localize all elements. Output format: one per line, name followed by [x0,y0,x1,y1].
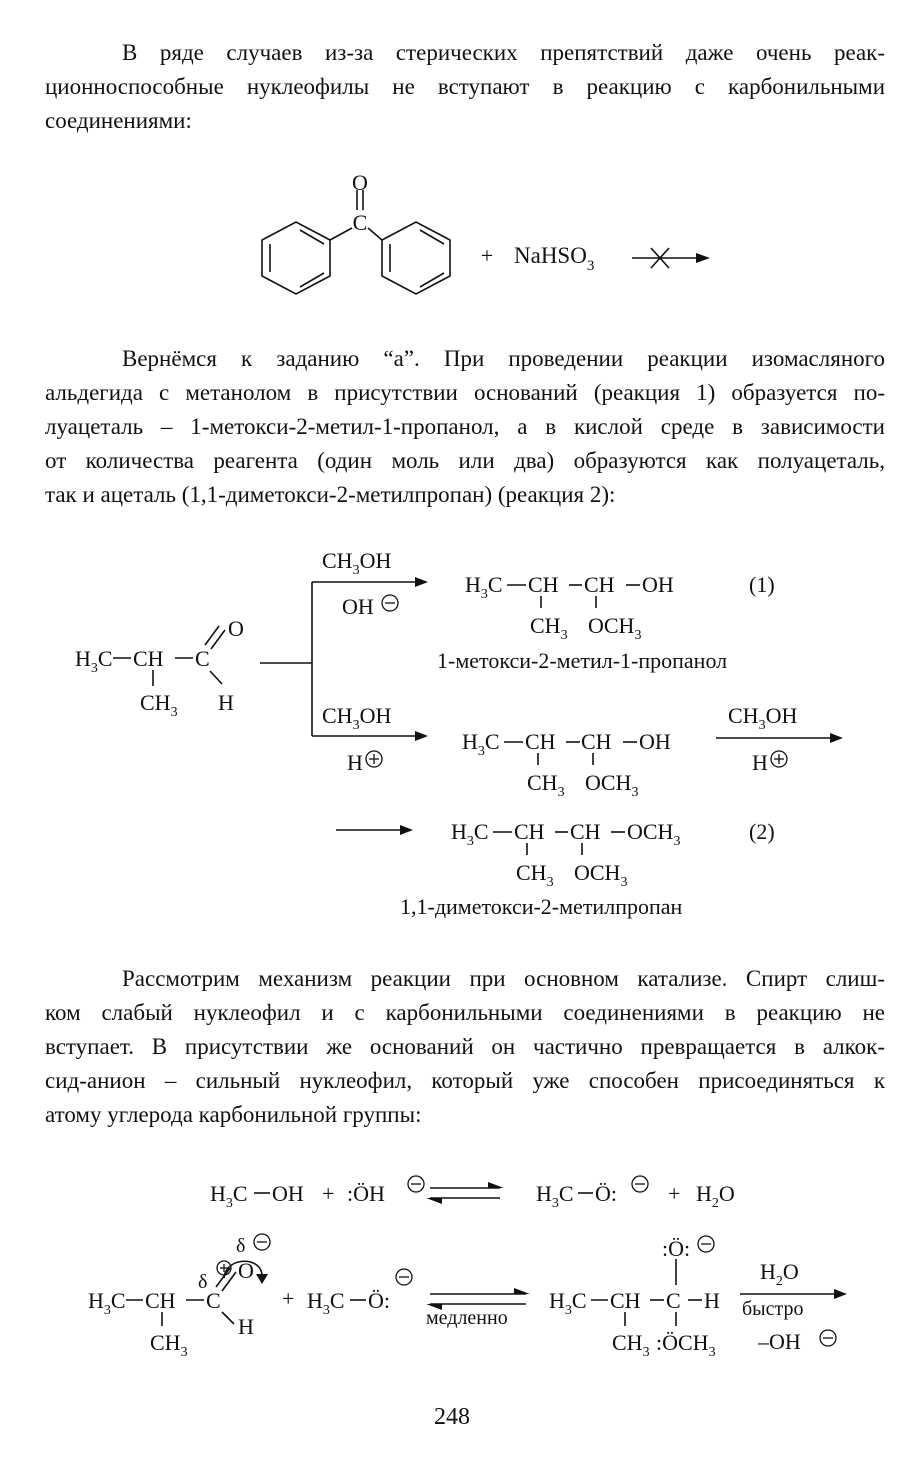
methanol-oh: OH [272,1181,304,1206]
text-line: Вернёмся к заданию “а”. При проведении реакции изомасляного [122,346,885,371]
aldehyde-oxygen: O [228,616,244,641]
plus-sign: + [322,1181,335,1206]
plus-circle-icon [771,751,787,767]
acetal-och3-b: $OCH_3$ [574,860,628,890]
aldehyde2-ch3: $CH_3$ [150,1330,188,1360]
text-line: соединениями: [45,108,192,133]
reagent-methanol-1: $CH_3OH$ [322,548,392,578]
text-line: вступает. В присутствии же оснований он частично превращается в алкок- [45,1034,885,1059]
slow-label: медленно [426,1307,508,1329]
text-line: луацеталь – 1-метокси-2-метил-1-пропанол, а в кислой среде в зависимости [45,414,885,439]
product1-oh: OH [642,572,674,597]
hemiacetal-ch-a: CH [525,729,556,754]
scheme-mechanism [0,1160,904,1370]
text-line: ком слабый нуклеофил и с карбонильными соединениями в реакцию не [45,1000,885,1025]
text-line: от количества реагента (один моль или два) образуются как полуацеталь, [45,448,885,473]
adduct-c: C [666,1288,681,1313]
reagent-methanol-2: $CH_3OH$ [322,703,392,733]
methanol-h3c: $H_3C$ [210,1181,248,1211]
minus-circle-icon [820,1330,836,1346]
plus-circle-icon [366,751,382,767]
reaction-label-1: (1) [749,572,775,597]
product1-name: 1-метокси-2-метил-1-пропанол [437,648,728,673]
minus-oh-label: –OH [758,1329,801,1354]
hemiacetal-ch-b: CH [581,729,612,754]
acetal-ch-b: CH [570,819,601,844]
aldehyde-h: H [218,690,234,715]
plus-sign: + [668,1181,681,1206]
fast-label: быстро [742,1298,804,1320]
adduct-h: H [704,1288,720,1313]
scheme-benzophenone [0,160,904,320]
acetal-och3-a: $OCH_3$ [627,819,681,849]
aldehyde-ch3: $CH_3$ [140,690,178,720]
hydroxide: :ÖH [347,1181,385,1206]
page-number: 248 [434,1404,470,1430]
aldehyde-ch: CH [133,646,164,671]
delta-minus: δ [236,1235,246,1257]
minus-circle-icon [408,1176,424,1192]
water-product: $H_2O$ [696,1181,735,1211]
minus-circle-icon [396,1269,412,1285]
minus-circle-icon [698,1236,714,1252]
adduct-h3c: $H_3C$ [549,1288,587,1318]
oxygen-atom: O [352,170,368,195]
methoxide2-h3c: $H_3C$ [307,1288,345,1318]
acetal-h3c: $H_3C$ [451,819,489,849]
aldehyde2-h: H [238,1314,254,1339]
text-line: Рассмотрим механизм реакции при основном катализе. Спирт слиш- [122,966,885,991]
product1-och3: $OCH_3$ [588,613,642,643]
adduct-o-top: :Ö: [662,1236,691,1261]
hemiacetal-och3: $OCH_3$ [585,770,639,800]
hemiacetal-ch3: $CH_3$ [527,770,565,800]
plus-sign: + [282,1286,295,1311]
aldehyde2-ch: CH [145,1288,176,1313]
methoxide-o: Ö: [595,1181,617,1206]
text-line: альдегида с метанолом в присутствии оснований (реакция 1) образуется по- [45,380,885,405]
product2-name: 1,1-диметокси-2-метилпропан [400,894,683,919]
text-line: ционноспособные нуклеофилы не вступают в реакцию с карбонильными [45,74,885,99]
reaction-label-2: (2) [749,819,775,844]
product1-ch3: $CH_3$ [530,613,568,643]
acetal-ch-a: CH [514,819,545,844]
product1-ch-a: CH [528,572,559,597]
paragraph-steric [45,36,885,138]
reagent-nahso3: NaHSO$_3$ [514,243,595,274]
aldehyde2-c: C [206,1288,221,1313]
delta-plus: δ [198,1271,208,1293]
catalyst-proton-1: H [347,750,363,775]
reagent-methanol-3: $CH_3OH$ [728,703,798,733]
catalyst-proton-2: H [752,750,768,775]
adduct-ch3: $CH_3$ [612,1330,650,1360]
catalyst-hydroxide: OH [342,594,374,619]
scheme-acetal-formation [0,530,904,930]
adduct-och3: $:ÖCH_3$ [656,1330,716,1360]
minus-circle-icon [382,595,398,611]
hemiacetal-oh: OH [639,729,671,754]
aldehyde2-o: O [238,1258,254,1283]
minus-circle-icon [632,1176,648,1192]
methoxide2-o: Ö: [368,1288,390,1313]
paragraph-task-a [45,342,885,512]
hemiacetal-h3c: $H_3C$ [462,729,500,759]
aldehyde-c: C [195,646,210,671]
plus-sign: + [480,243,494,268]
methoxide-h3c: $H_3C$ [536,1181,574,1211]
text-line: В ряде случаев из-за стерических препятствий даже очень реак- [122,40,885,65]
aldehyde-h3c: $H_3C$ [75,646,113,676]
fast-arrow-water: $H_2O$ [760,1259,799,1289]
text-line: так и ацеталь (1,1-диметокси-2-метилпропан) (реакция 2): [45,482,616,507]
acetal-ch3: $CH_3$ [516,860,554,890]
text-line: атому углерода карбонильной группы: [45,1102,422,1127]
paragraph-mechanism [45,962,885,1132]
carbon-atom: C [352,210,368,235]
text-line: сид-анион – сильный нуклеофил, который уже способен присоединяться к [45,1068,885,1093]
minus-circle-icon [254,1234,270,1250]
product1-ch-b: CH [584,572,615,597]
adduct-ch: CH [610,1288,641,1313]
aldehyde2-h3c: $H_3C$ [88,1288,126,1318]
product1-h3c: $H_3C$ [465,572,503,602]
